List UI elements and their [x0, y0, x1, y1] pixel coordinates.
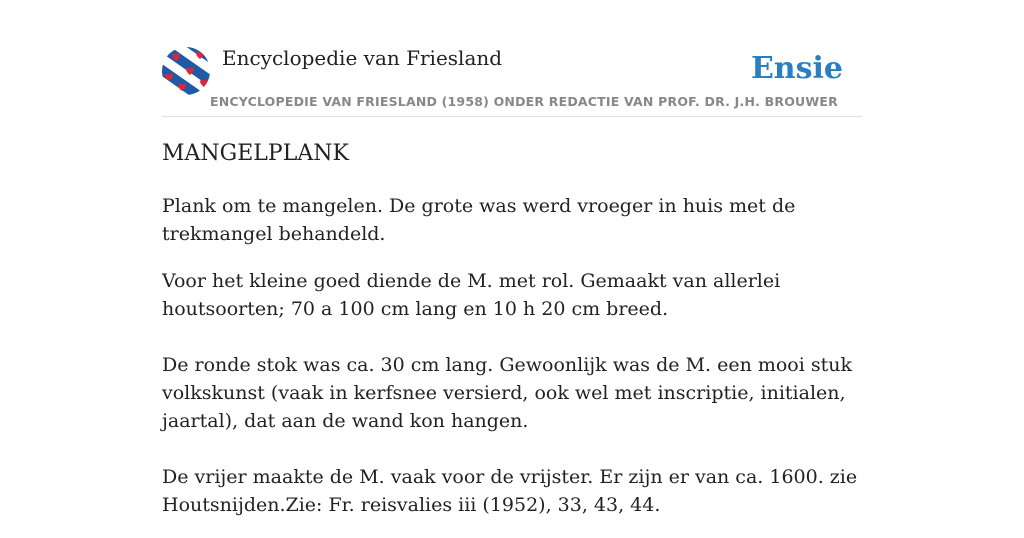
article-headword: MANGELPLANK	[162, 141, 349, 166]
site-header	[162, 0, 862, 117]
frisian-flag-icon[interactable]	[162, 47, 210, 95]
site-title[interactable]: Encyclopedie van Friesland	[222, 46, 503, 70]
page	[162, 0, 862, 516]
site-subtitle: ENCYCLOPEDIE VAN FRIESLAND (1958) ONDER REDACTIE VAN PROF. DR. J.H. BROUWER	[210, 94, 838, 109]
article-paragraph: Voor het kleine goed diende de M. met rol. Gemaakt van allerlei houtsoorten; 70 a 100 cm lang en 10 h 20 cm breed.	[162, 270, 781, 320]
ensie-brand-logo[interactable]: Ensie	[750, 51, 843, 86]
article-body	[162, 192, 862, 538]
article-paragraph: De ronde stok was ca. 30 cm lang. Gewoonlijk was de M. een mooi stuk volkskunst (vaak in kerfsnee versierd, ook wel met inscriptie, initialen, jaartal), dat aan de wand kon hangen.	[162, 354, 852, 432]
article-paragraph: De vrijer maakte de M. vaak voor de vrijster. Er zijn er van ca. 1600. zie Houtsnijden.Zie: Fr. reisvalies iii (1952), 33, 43, 44.	[162, 466, 858, 516]
article-paragraph: Plank om te mangelen. De grote was werd vroeger in huis met de trekmangel behandeld.	[162, 195, 796, 245]
